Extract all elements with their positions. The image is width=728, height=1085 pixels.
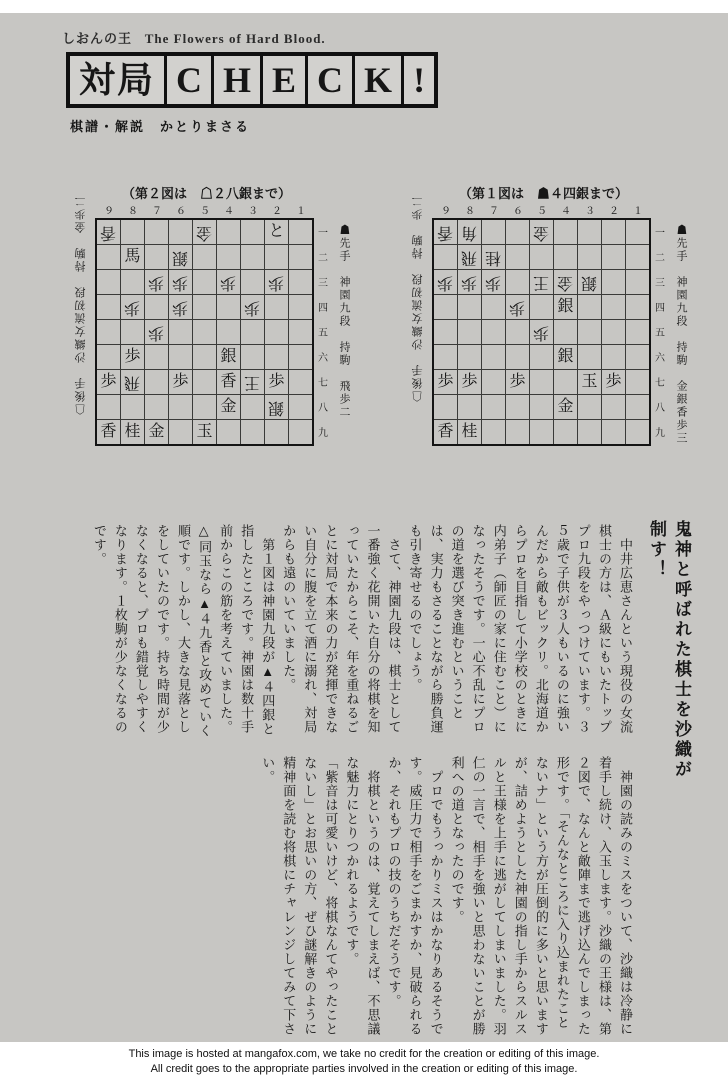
shogi-piece: 歩 (244, 299, 261, 316)
board-cell (193, 270, 216, 294)
series-title (62, 28, 326, 47)
rank-number: 六 (318, 353, 328, 364)
title-cell-taikyoku: 対局 (79, 60, 156, 100)
rank-number: 六 (655, 353, 665, 364)
diagram1-caption: （第１図は ☗４四銀まで） (458, 186, 628, 201)
board-cell (626, 370, 649, 394)
board-cell (145, 420, 168, 444)
board-cell (506, 370, 529, 394)
article-paragraph: 「紫音は可愛いけど、将棋なんてやったことないし」とお思いの方、ぜひ謎解きのように精神面を読む将棋にチャレンジしてみて下さい。 (260, 756, 339, 1036)
rank-number: 二 (318, 253, 328, 264)
title-cell-h: H (211, 56, 260, 104)
file-number: ４ (224, 206, 234, 217)
board-cell (121, 270, 144, 294)
board-cell (434, 295, 457, 319)
board-cell (121, 220, 144, 244)
board-cell (289, 320, 312, 344)
article-band-lower (88, 756, 636, 1042)
article-paragraph: 将棋というのは、覚えてしまえば、不思議な魅力にとりつかれるようです。 (344, 756, 381, 1036)
disclaimer-line-2: All credit goes to the appropriate parties involved in the creation or editing of this image. (150, 1063, 578, 1075)
title-cell-k: K (352, 56, 401, 104)
shogi-piece: 香 (437, 423, 454, 440)
board-cell (265, 245, 288, 269)
rank-number: 五 (318, 328, 328, 339)
file-number: ２ (609, 206, 619, 217)
board-cell (458, 395, 481, 419)
board-cell (434, 320, 457, 344)
shogi-piece: 歩 (148, 274, 165, 291)
board-cell (97, 420, 120, 444)
shogi-piece: 歩 (220, 274, 237, 291)
board-cell (506, 270, 529, 294)
board-cell (193, 220, 216, 244)
board-cell (217, 320, 240, 344)
board-cell (241, 395, 264, 419)
board-cell (265, 220, 288, 244)
board-cell (97, 395, 120, 419)
board-cell (506, 220, 529, 244)
board-cell (482, 395, 505, 419)
shogi-piece: 金 (148, 423, 165, 440)
file-number: １ (296, 206, 306, 217)
file-number: ３ (248, 206, 258, 217)
board-cell (602, 220, 625, 244)
board-cell (289, 270, 312, 294)
board-cell (482, 320, 505, 344)
board-cell (530, 220, 553, 244)
series-title-jp: しおんの王 (62, 31, 133, 46)
board-cell (193, 320, 216, 344)
board-cell (193, 395, 216, 419)
board-cell (434, 395, 457, 419)
shogi-piece: 馬 (124, 248, 141, 265)
board-cell (145, 295, 168, 319)
board-cell (530, 395, 553, 419)
board-cell (265, 395, 288, 419)
shogi-piece: 香 (100, 423, 117, 440)
shogi-piece: 金 (220, 398, 237, 415)
shogi-piece: 歩 (485, 274, 502, 291)
board-cell (193, 370, 216, 394)
board-cell (169, 370, 192, 394)
board-cell (482, 295, 505, 319)
board-cell (554, 370, 577, 394)
board-cell (530, 270, 553, 294)
article-band-upper (88, 524, 636, 745)
board-cell (217, 370, 240, 394)
board-cell (169, 395, 192, 419)
board-cell (602, 320, 625, 344)
shogi-piece: 王 (244, 374, 261, 391)
shogi-piece: 銀 (268, 399, 285, 416)
shogi-piece: 歩 (100, 373, 117, 390)
board-cell (289, 220, 312, 244)
board-cell (265, 270, 288, 294)
board-cell (578, 345, 601, 369)
board-cell (121, 245, 144, 269)
board-cell (241, 245, 264, 269)
board-cell (626, 320, 649, 344)
board-cell (97, 370, 120, 394)
shogi-piece: 歩 (172, 373, 189, 390)
board-cell (289, 345, 312, 369)
article-paragraph: 中井広恵さんという現役の女流棋士の方は、Ａ級にもいたトッププロ九段をやっつけています。３５歳で子供が３人もいるのに強いんだから敵もビックリ。北海道からプロを目指して小学校のときに内弟子（師匠の家に住むこと）になったそうです。一心不乱にプロの道を選び突き進むということは、実力もさることながら勝負運も引き寄せるのでしょう。 (407, 524, 633, 734)
board-cell (434, 345, 457, 369)
board-cell (217, 345, 240, 369)
board-cell (193, 420, 216, 444)
board-cell (169, 345, 192, 369)
shogi-piece: と (268, 223, 285, 240)
rank-number: 九 (655, 428, 665, 439)
board-cell (506, 320, 529, 344)
rank-number: 八 (318, 403, 328, 414)
board-cell (482, 245, 505, 269)
hosting-disclaimer (0, 1042, 728, 1085)
board-cell (626, 270, 649, 294)
board-cell (458, 270, 481, 294)
board-cell (217, 395, 240, 419)
board-cell (265, 320, 288, 344)
board-cell (602, 395, 625, 419)
board-cell (97, 345, 120, 369)
diagram1-rank-numbers (655, 219, 665, 444)
board-cell (578, 395, 601, 419)
board-cell (530, 345, 553, 369)
board-cell (289, 395, 312, 419)
shogi-piece: 歩 (268, 373, 285, 390)
shogi-piece: 歩 (172, 299, 189, 316)
board-cell (241, 270, 264, 294)
shogi-piece: 歩 (148, 324, 165, 341)
board-cell (97, 320, 120, 344)
board-cell (265, 295, 288, 319)
board-cell (458, 220, 481, 244)
shogi-board-diagram1 (432, 218, 651, 446)
board-cell (217, 295, 240, 319)
board-cell (145, 370, 168, 394)
shogi-piece: 金 (557, 398, 574, 415)
shogi-piece: 歩 (124, 348, 141, 365)
board-cell (241, 370, 264, 394)
file-number: ９ (104, 206, 114, 217)
board-cell (289, 295, 312, 319)
board-cell (482, 420, 505, 444)
board-cell (626, 345, 649, 369)
board-cell (217, 270, 240, 294)
board-cell (578, 320, 601, 344)
board-cell (121, 345, 144, 369)
shogi-piece: 角 (461, 224, 478, 241)
shogi-piece: 金 (196, 224, 213, 241)
title-cell-c2: C (305, 56, 352, 104)
page-title (66, 52, 438, 108)
file-number: １ (633, 206, 643, 217)
file-number: ５ (537, 206, 547, 217)
board-cell (241, 320, 264, 344)
board-cell (482, 270, 505, 294)
shogi-piece: 香 (100, 224, 117, 241)
board-cell (530, 295, 553, 319)
rank-number: 七 (655, 378, 665, 389)
board-cell (169, 420, 192, 444)
shogi-piece: 香 (220, 373, 237, 390)
board-cell (265, 420, 288, 444)
file-number: ６ (513, 206, 523, 217)
board-cell (578, 420, 601, 444)
board-cell (241, 345, 264, 369)
shogi-piece: 金 (533, 224, 550, 241)
board-cell (554, 345, 577, 369)
board-cell (121, 395, 144, 419)
board-cell (506, 295, 529, 319)
board-cell (265, 345, 288, 369)
board-cell (458, 345, 481, 369)
board-cell (121, 295, 144, 319)
shogi-piece: 玉 (581, 373, 598, 390)
rank-number: 一 (655, 228, 665, 239)
file-number: ７ (152, 206, 162, 217)
diagram2-gote-label: ☖後手 沙織女流初段 持駒 金歩二 (75, 194, 87, 415)
file-number: ４ (561, 206, 571, 217)
board-cell (578, 370, 601, 394)
board-cell (434, 220, 457, 244)
file-number: ９ (441, 206, 451, 217)
shogi-piece: 歩 (533, 324, 550, 341)
shogi-piece: 歩 (172, 274, 189, 291)
board-cell (289, 245, 312, 269)
shogi-piece: 香 (437, 224, 454, 241)
file-number: ３ (585, 206, 595, 217)
board-cell (458, 320, 481, 344)
shogi-piece: 歩 (268, 274, 285, 291)
board-cell (626, 220, 649, 244)
board-cell (506, 345, 529, 369)
board-cell (145, 320, 168, 344)
board-cell (554, 295, 577, 319)
shogi-piece: 銀 (220, 348, 237, 365)
board-cell (97, 270, 120, 294)
board-cell (482, 345, 505, 369)
shogi-piece: 歩 (509, 299, 526, 316)
board-cell (578, 295, 601, 319)
board-cell (241, 220, 264, 244)
board-cell (506, 420, 529, 444)
article-paragraph: 第１図は神園九段が▲４四銀と指したところです。神園は数十手前からこの筋を考えていました。△同玉なら▲４九香と攻めていく順です。しかし、大きな見落としをしていたのです。持ち時間が少なくなると、プロも錯覚しやすくなります。１枚駒が少なくなるのです。 (91, 524, 276, 738)
board-cell (169, 245, 192, 269)
board-cell (530, 370, 553, 394)
diagram2-file-numbers (97, 202, 313, 217)
rank-number: 四 (655, 303, 665, 314)
shogi-piece: 銀 (557, 348, 574, 365)
diagram2-sente-label: ☗先手 神園九段 持駒 飛歩二 (338, 224, 350, 419)
board-cell (602, 420, 625, 444)
article-headline: 鬼神と呼ばれた棋士を沙織が制す！ (647, 520, 691, 780)
board-cell (97, 245, 120, 269)
rank-number: 九 (318, 428, 328, 439)
board-cell (265, 370, 288, 394)
board-cell (217, 245, 240, 269)
board-cell (121, 370, 144, 394)
page-top-margin (0, 0, 728, 13)
board-cell (434, 370, 457, 394)
board-cell (121, 420, 144, 444)
board-cell (434, 245, 457, 269)
article-paragraph: プロでもうっかりミスはかなりあるそうです。威圧力で相手をごまかすか、見破られるか、それもプロの技のうちだそうです。 (386, 756, 444, 1036)
diagram1-gote-label: ☖後手 沙織女流初段 持駒 歩二 (412, 194, 424, 402)
board-cell (169, 320, 192, 344)
title-cell-exclaim: ! (401, 56, 434, 104)
board-cell (241, 420, 264, 444)
board-cell (602, 270, 625, 294)
board-cell (145, 220, 168, 244)
board-cell (458, 245, 481, 269)
board-cell (626, 295, 649, 319)
shogi-piece: 銀 (581, 274, 598, 291)
board-cell (458, 295, 481, 319)
board-cell (169, 220, 192, 244)
diagram2-caption: （第２図は ☖２八銀まで） (121, 186, 291, 201)
title-cell-e: E (260, 56, 305, 104)
diagram1-sente-label: ☗先手 神園九段 持駒 金銀香歩三 (675, 224, 687, 445)
shogi-piece: 飛 (124, 374, 141, 391)
rank-number: 四 (318, 303, 328, 314)
title-cell-c1: C (164, 56, 211, 104)
board-cell (554, 220, 577, 244)
board-cell (145, 395, 168, 419)
board-cell (434, 420, 457, 444)
file-number: ８ (128, 206, 138, 217)
board-cell (482, 370, 505, 394)
board-cell (169, 270, 192, 294)
board-cell (530, 320, 553, 344)
board-cell (602, 245, 625, 269)
article-paragraph: 神園の読みのミスをついて、沙織は冷静に着手し続け、入玉します。沙織の王様は、第２図で、なんと敵陣まで逃げ込んでしまった形です。「そんなところに入り込まれたことないナ」という方が圧倒的に多いと思いますが、詰めようとした神園の指し手からスルスルと王様を上手に逃がしてしまいました。羽仁の一言で、相手を強いと思わないことが勝利への道となったのです。 (449, 756, 633, 1036)
shogi-piece: 歩 (509, 373, 526, 390)
board-cell (626, 395, 649, 419)
shogi-piece: 金 (557, 274, 574, 291)
board-cell (578, 270, 601, 294)
shogi-board-diagram2 (95, 218, 314, 446)
file-number: ７ (489, 206, 499, 217)
board-cell (193, 345, 216, 369)
board-cell (578, 220, 601, 244)
rank-number: 五 (655, 328, 665, 339)
board-cell (217, 220, 240, 244)
board-cell (145, 270, 168, 294)
board-cell (121, 320, 144, 344)
board-cell (602, 345, 625, 369)
board-cell (602, 370, 625, 394)
file-number: ８ (465, 206, 475, 217)
diagram2-rank-numbers (318, 219, 328, 444)
rank-number: 一 (318, 228, 328, 239)
board-cell (97, 295, 120, 319)
board-cell (217, 420, 240, 444)
shogi-piece: 銀 (172, 249, 189, 266)
shogi-piece: 歩 (461, 373, 478, 390)
board-cell (193, 295, 216, 319)
board-cell (530, 245, 553, 269)
shogi-piece: 歩 (124, 299, 141, 316)
board-cell (289, 420, 312, 444)
shogi-piece: 王 (533, 274, 550, 291)
disclaimer-line-1: This image is hosted at mangafox.com, we take no credit for the creation or editing of this image. (128, 1048, 600, 1060)
board-cell (289, 370, 312, 394)
board-cell (602, 295, 625, 319)
shogi-piece: 銀 (557, 298, 574, 315)
board-cell (506, 245, 529, 269)
file-number: ２ (272, 206, 282, 217)
shogi-piece: 桂 (485, 249, 502, 266)
board-cell (241, 295, 264, 319)
shogi-piece: 歩 (437, 274, 454, 291)
board-cell (626, 420, 649, 444)
shogi-piece: 桂 (124, 423, 141, 440)
rank-number: 七 (318, 378, 328, 389)
board-cell (578, 245, 601, 269)
shogi-piece: 歩 (461, 274, 478, 291)
board-cell (530, 420, 553, 444)
board-cell (434, 270, 457, 294)
shogi-piece: 飛 (461, 249, 478, 266)
article-paragraph: さて、神園九段は、棋士として一番強く花開いた自分の将棋を知っていたからこそ、年を重ねるごとに対局で本来の力が発揮できない自分に腹を立て酒に溺れ、対局からも遠のいていました。 (281, 524, 402, 734)
shogi-piece: 玉 (196, 423, 213, 440)
board-cell (554, 245, 577, 269)
board-cell (626, 245, 649, 269)
rank-number: 八 (655, 403, 665, 414)
board-cell (554, 395, 577, 419)
rank-number: 三 (318, 278, 328, 289)
shogi-piece: 歩 (605, 373, 622, 390)
rank-number: 二 (655, 253, 665, 264)
board-cell (554, 420, 577, 444)
file-number: ５ (200, 206, 210, 217)
board-cell (554, 320, 577, 344)
board-cell (458, 420, 481, 444)
rank-number: 三 (655, 278, 665, 289)
board-cell (458, 370, 481, 394)
diagram1-file-numbers (434, 202, 650, 217)
board-cell (482, 220, 505, 244)
shogi-piece: 歩 (437, 373, 454, 390)
board-cell (193, 245, 216, 269)
file-number: ６ (176, 206, 186, 217)
board-cell (145, 245, 168, 269)
shogi-piece: 桂 (461, 423, 478, 440)
kifu-credit: 棋譜・解説 かとりまさる (70, 119, 251, 134)
board-cell (145, 345, 168, 369)
board-cell (169, 295, 192, 319)
board-cell (97, 220, 120, 244)
board-cell (554, 270, 577, 294)
series-title-en: The Flowers of Hard Blood. (144, 31, 326, 46)
board-cell (506, 395, 529, 419)
